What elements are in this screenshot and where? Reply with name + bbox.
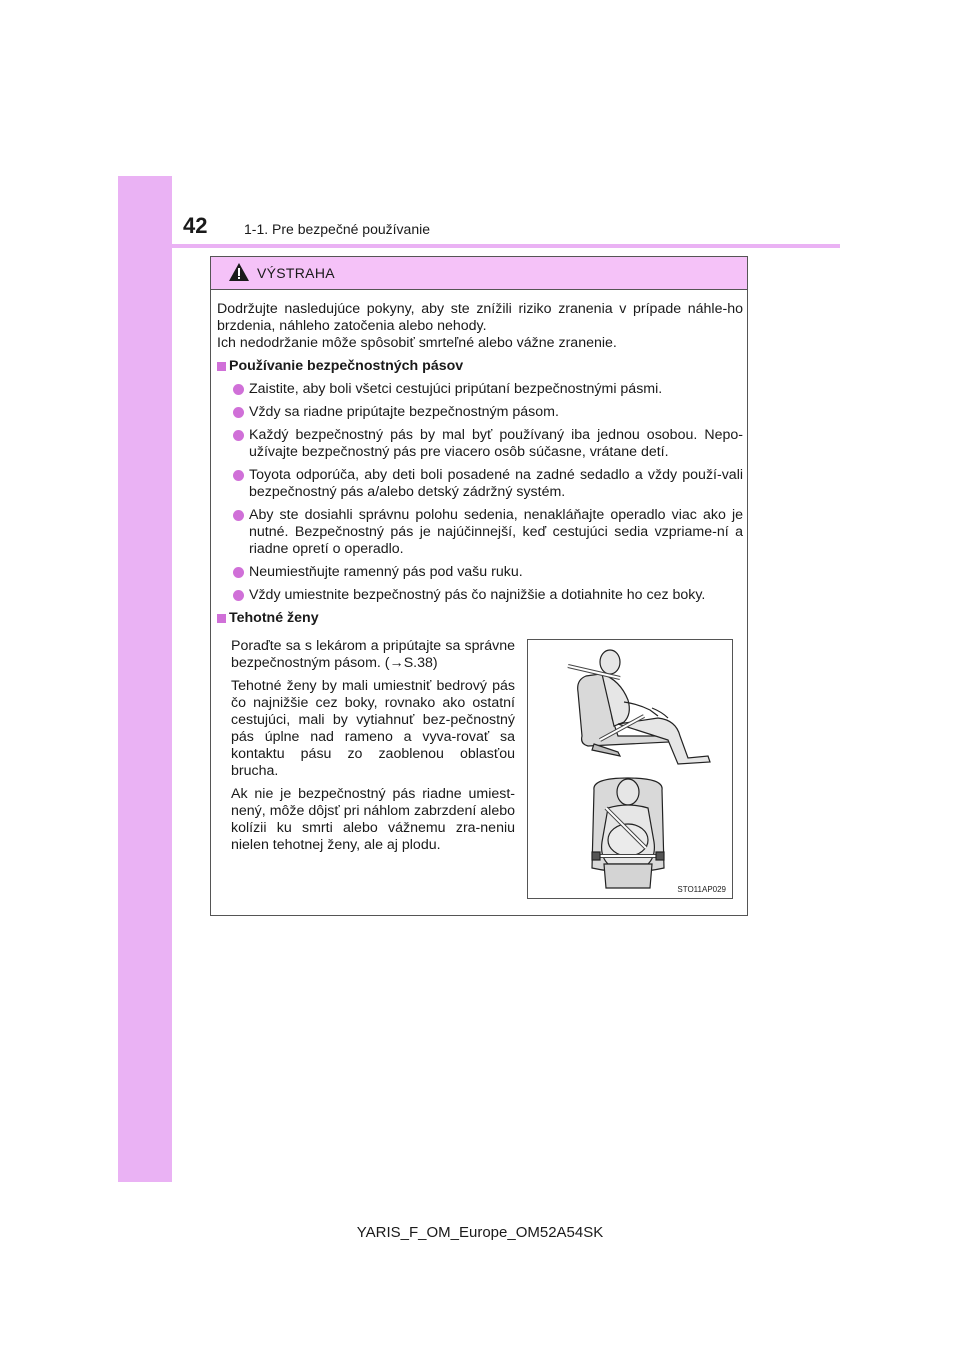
page-number: 42 [183, 213, 208, 238]
warning-title: VÝSTRAHA [257, 265, 335, 281]
list-item [217, 467, 743, 501]
warning-triangle-icon [228, 262, 250, 282]
list-item-text: Každý bezpečnostný pás by mal byť používaný iba jednou osobou. Nepo-užívajte bezpečnostný pás pre viacero osôb súčasne, vrátane detí. [249, 427, 743, 460]
subheading-label: Používanie bezpečnostných pásov [229, 358, 464, 374]
subheading-pregnant-women [217, 610, 743, 627]
list-item [217, 587, 743, 604]
round-bullet-icon [233, 470, 244, 481]
square-bullet-icon [217, 614, 226, 623]
round-bullet-icon [233, 430, 244, 441]
list-item [217, 564, 743, 581]
side-tab [118, 176, 172, 1182]
round-bullet-icon [233, 590, 244, 601]
warning-intro-2: Ich nedodržanie môže spôsobiť smrteľné alebo vážne zranenie. [217, 335, 617, 351]
list-item-text: Aby ste dosiahli správnu polohu sedenia, nenakláňajte operadlo viac ako je nutné. Bezpečnostný pás je najúčinnejší, keď cestujúci sedia vzpriame-ní a riadne opretí o operadlo. [249, 507, 743, 557]
list-item [217, 427, 743, 461]
pregnant-women-text [231, 638, 515, 860]
pregnant-seatbelt-illustration [527, 639, 733, 899]
paragraph: Tehotné ženy by mali umiestniť bedrový pás čo najnižšie cez boky, rovnako ako ostatní cestujúci, mali by vytiahnuť bez-pečnostný pás úplne nad rameno a vyva-rovať sa kontaktu pásu zo zaoblenou oblasťou brucha. [231, 678, 515, 779]
list-item-text: Vždy umiestnite bezpečnostný pás čo najnižšie a dotiahnite ho cez boky. [249, 587, 706, 603]
seated-side-view-illustration [528, 640, 732, 770]
round-bullet-icon [233, 384, 244, 395]
warning-intro: Dodržujte nasledujúce pokyny, aby ste znížili riziko zranenia v prípade náhle-ho brzdenia, náhleho zatočenia alebo nehody. [217, 301, 743, 334]
round-bullet-icon [233, 407, 244, 418]
round-bullet-icon [233, 567, 244, 578]
paragraph: Poraďte sa s lekárom a pripútajte sa správne bezpečnostným pásom. (→S.38) [231, 638, 515, 671]
footer-doc-id: YARIS_F_OM_Europe_OM52A54SK [356, 1224, 604, 1241]
list-item [217, 404, 743, 421]
list-item-text: Toyota odporúča, aby deti boli posadené na zadné sedadlo a vždy použí-vali bezpečnostný pás a/alebo detský zádržný systém. [249, 467, 743, 500]
list-item-text: Neumiestňujte ramenný pás pod vašu ruku. [249, 564, 523, 580]
list-item [217, 507, 743, 558]
header-rule [118, 244, 840, 248]
round-bullet-icon [233, 510, 244, 521]
warning-box [210, 256, 748, 916]
section-title: 1-1. Pre bezpečné používanie [244, 221, 431, 237]
warning-header [211, 257, 747, 290]
list-item [217, 381, 743, 398]
square-bullet-icon [217, 362, 226, 371]
subheading-seatbelt-use [217, 358, 743, 375]
warning-content [217, 301, 743, 627]
subheading-label: Tehotné ženy [229, 610, 319, 626]
list-item-text: Zaistite, aby boli všetci cestujúci pripútaní bezpečnostnými pásmi. [249, 381, 663, 397]
paragraph: Ak nie je bezpečnostný pás riadne umiest-nený, môže dôjsť pri náhlom zabrzdení alebo kolízii ku smrti alebo vážnemu zra-neniu nielen tehotnej ženy, ale aj plodu. [231, 786, 515, 853]
figure-code: STO11AP029 [677, 885, 726, 894]
list-item-text: Vždy sa riadne pripútajte bezpečnostným pásom. [249, 404, 559, 420]
seated-front-view-illustration [528, 772, 732, 892]
